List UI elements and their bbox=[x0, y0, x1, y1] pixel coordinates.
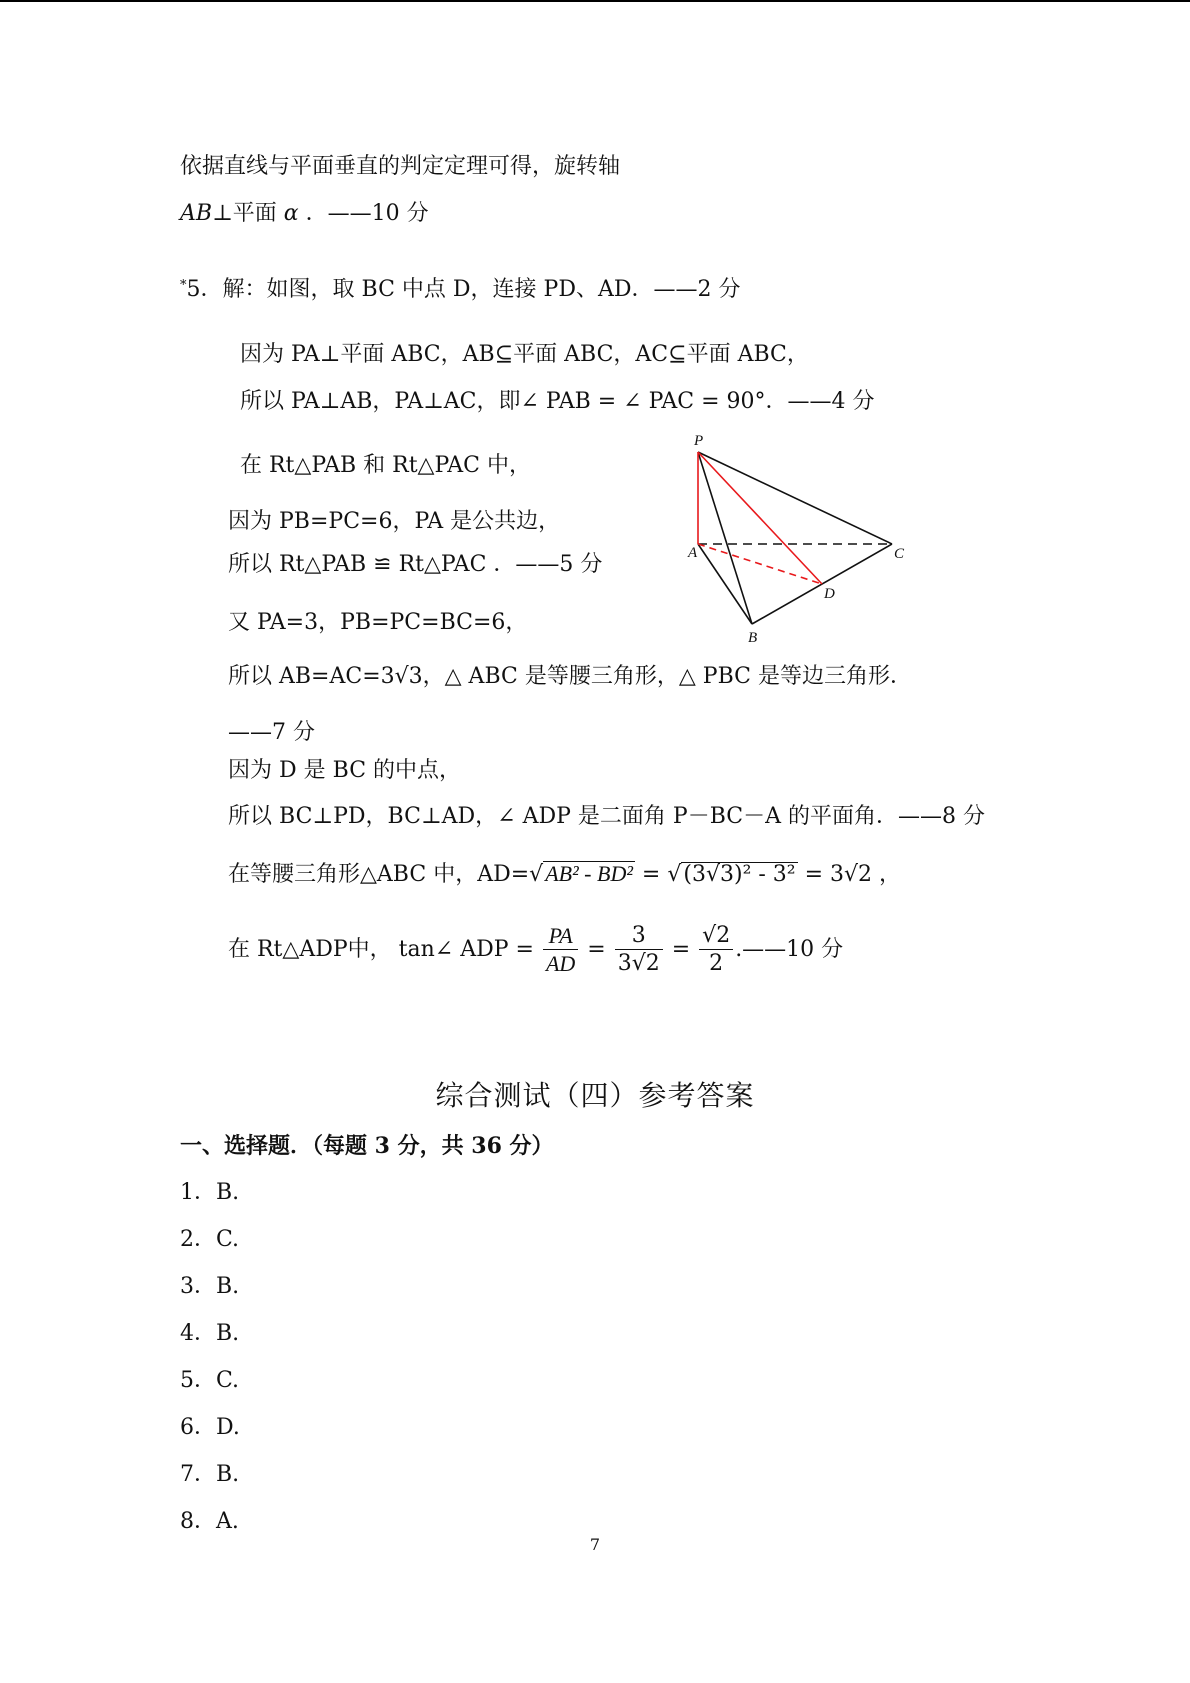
equals-1: = bbox=[634, 862, 668, 887]
star-mark: * bbox=[180, 278, 187, 293]
fraction-root2-2: $\frac{√2}{2}$ bbox=[699, 923, 733, 978]
step-8: ——7 分 bbox=[228, 720, 315, 745]
label-p: P bbox=[694, 433, 704, 449]
label-b: B bbox=[748, 630, 758, 646]
answer-item: 8．A. bbox=[180, 1509, 239, 1534]
step-10: 所以 BC⊥PD，BC⊥AD，∠ ADP 是二面角 P－BC－A 的平面角．——8 分 bbox=[228, 804, 985, 829]
problem-5-header bbox=[180, 275, 740, 305]
answer-item: 2．C. bbox=[180, 1227, 240, 1252]
step-3: 在 Rt△PAB 和 Rt△PAC 中， bbox=[240, 453, 531, 478]
text-line-2 bbox=[180, 199, 429, 229]
text-line-1: 依据直线与平面垂直的判定定理可得，旋转轴 bbox=[180, 154, 621, 179]
answer-item: 3．B. bbox=[180, 1274, 240, 1299]
label-a: A bbox=[688, 545, 698, 561]
score-10: ．——10 分 bbox=[298, 201, 429, 226]
step-4: 因为 PB=PC=6，PA 是公共边， bbox=[228, 509, 561, 534]
step-11: 在等腰三角形△ABC 中，AD=√AB² - BD² = √(3√3)² - 3² = 3√2 ， bbox=[228, 861, 902, 887]
fraction-pa-ad: $\frac{PA}{AD}$ bbox=[543, 923, 578, 978]
step-11-lead: 在等腰三角形△ABC 中，AD= bbox=[228, 862, 530, 887]
label-d: D bbox=[824, 586, 835, 602]
page-number: 7 bbox=[589, 1535, 601, 1554]
step-5: 所以 Rt△PAB ≌ Rt△PAC ．——5 分 bbox=[228, 552, 603, 577]
perp-text: ⊥平面 bbox=[212, 201, 284, 226]
answer-item: 1．B. bbox=[180, 1180, 240, 1205]
answer-item: 4．B. bbox=[180, 1321, 240, 1346]
edge-ab bbox=[698, 544, 752, 624]
step-6: 又 PA=3，PB=PC=BC=6， bbox=[228, 610, 528, 635]
section-heading: 一、选择题．（每题 3 分，共 36 分） bbox=[180, 1133, 554, 1159]
score-end: .——10 分 bbox=[735, 937, 844, 962]
step-9: 因为 D 是 BC 的中点， bbox=[228, 758, 462, 783]
alpha-label: α bbox=[283, 201, 299, 226]
edge-pc bbox=[698, 452, 892, 544]
pyramid-figure bbox=[680, 432, 910, 647]
ab-label: AB bbox=[180, 201, 213, 226]
answer-item: 7．B. bbox=[180, 1462, 240, 1487]
step-11-result: = 3√2 ， bbox=[797, 862, 902, 887]
edge-pb bbox=[698, 452, 752, 624]
answer-item: 6．D. bbox=[180, 1415, 240, 1440]
top-rule bbox=[0, 0, 1190, 2]
step-2: 所以 PA⊥AB，PA⊥AC，即∠ PAB = ∠ PAC = 90°．——4 分 bbox=[240, 389, 875, 414]
equals-3: = bbox=[671, 937, 698, 962]
step-7: 所以 AB=AC=3√3，△ ABC 是等腰三角形，△ PBC 是等边三角形． bbox=[228, 664, 912, 689]
section-title: 综合测试（四）参考答案 bbox=[435, 1079, 755, 1112]
problem-5-text: 5．解：如图，取 BC 中点 D，连接 PD、AD．——2 分 bbox=[186, 277, 741, 302]
sqrt-ab-bd: AB² - BD² bbox=[545, 861, 633, 886]
fraction-3-3root2: $\frac{3}{3√2}$ bbox=[615, 923, 663, 978]
step-1: 因为 PA⊥平面 ABC，AB⊆平面 ABC，AC⊆平面 ABC， bbox=[240, 342, 809, 367]
step-12 bbox=[228, 920, 843, 980]
answer-item: 5．C. bbox=[180, 1368, 240, 1393]
sqrt-expr: (3√3)² - 3² bbox=[683, 862, 796, 887]
label-c: C bbox=[894, 546, 905, 562]
equals-2: = bbox=[587, 937, 613, 962]
step-12-lead: 在 Rt△ADP中， tan∠ ADP = bbox=[228, 937, 541, 962]
